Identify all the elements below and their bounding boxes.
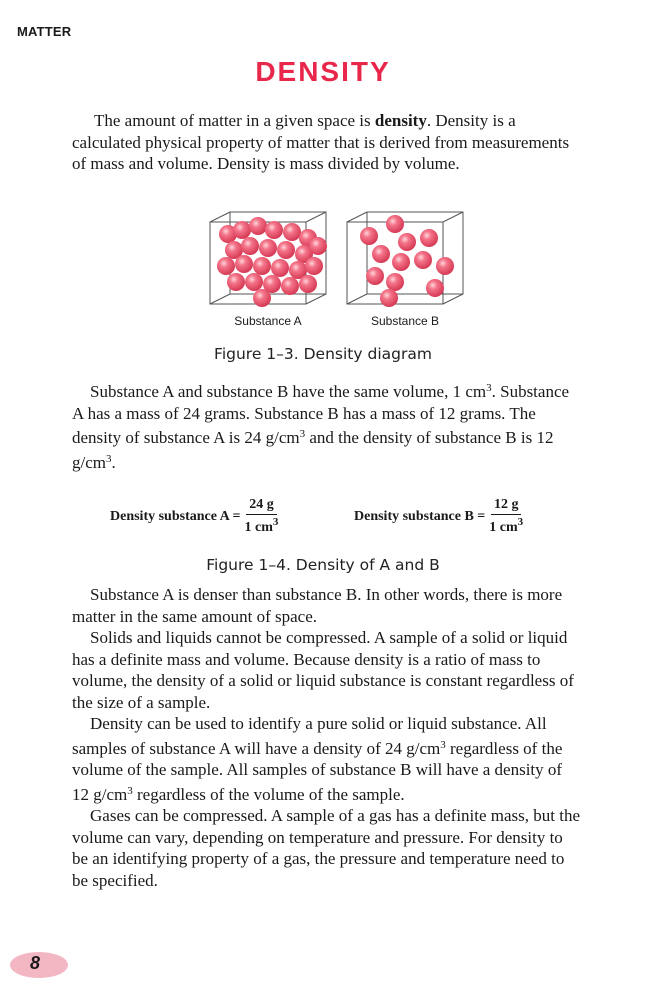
sphere — [241, 237, 259, 255]
sphere — [305, 257, 323, 275]
sphere — [253, 257, 271, 275]
sphere — [380, 289, 398, 307]
sphere — [259, 239, 277, 257]
sphere — [249, 217, 267, 235]
sphere — [235, 255, 253, 273]
sphere — [386, 215, 404, 233]
sphere — [366, 267, 384, 285]
sphere — [227, 273, 245, 291]
body-text — [72, 584, 582, 891]
page-number: 8 — [30, 953, 41, 973]
substance-a-label: Substance A — [234, 314, 302, 328]
density-equation-b: Density substance B = $\frac{12 g}{1 cm^3}$ — [354, 497, 524, 535]
substance-b-diagram — [345, 210, 467, 308]
sphere — [360, 227, 378, 245]
figure-1-4-caption: Figure 1–4. Density of A and B — [206, 556, 440, 574]
body-paragraph-3: Density can be used to identify a pure solid or liquid substance. All samples of substance A will have a density of 24 $g/cm^3$ regardless of the volume of the sample. All samples of substance B will have a density of 12 $g/cm^3$ regardless of the volume of the sample. — [72, 714, 563, 804]
sphere — [281, 277, 299, 295]
body-paragraph-2: Solids and liquids cannot be compressed. A sample of a solid or liquid has a definite mass and volume. Because density is a ratio of mass to volume, the density of a solid or liquid substance is constant regardless of the size of a sample. — [72, 628, 574, 712]
sphere — [414, 251, 432, 269]
sphere — [372, 245, 390, 263]
sphere — [253, 289, 271, 307]
sphere — [398, 233, 416, 251]
sphere — [265, 221, 283, 239]
sphere — [245, 273, 263, 291]
section-label: MATTER — [17, 24, 72, 39]
sphere — [283, 223, 301, 241]
density-equation-a: Density substance A = $\frac{24 g}{1 cm^3}$ — [110, 497, 279, 535]
substance-b-label: Substance B — [370, 314, 440, 328]
figure-1-3-caption: Figure 1–3. Density diagram — [214, 345, 432, 363]
sphere — [392, 253, 410, 271]
page-title: DENSITY — [255, 56, 391, 87]
sphere — [299, 275, 317, 293]
substance-a-diagram — [208, 210, 330, 308]
body-paragraph-4: Gases can be compressed. A sample of a gas has a definite mass, but the volume can vary, depending on temperature and pressure. For density to be an identifying property of a gas, the pressure and temperature need to be specified. — [72, 806, 581, 890]
substances-paragraph: Substance A and substance B have the same volume, 1 $cm^3$. Substance A has a mass of 24 grams. Substance B has a mass of 12 grams. The density of substance A is 24 $g/cm^3$ and the density of substance B is 12 $g/cm^3$. — [72, 382, 570, 472]
sphere — [233, 221, 251, 239]
sphere — [309, 237, 327, 255]
sphere — [386, 273, 404, 291]
sphere — [271, 259, 289, 277]
body-paragraph-1: Substance A is denser than substance B. In other words, there is more matter in the same amount of space. — [72, 585, 563, 626]
sphere — [420, 229, 438, 247]
sphere — [426, 279, 444, 297]
substance-b-spheres — [360, 215, 454, 307]
intro-paragraph: The amount of matter in a given space is density. Density is a calculated physical property of matter that is derived from measurements of mass and volume. Density is mass divided by volume. — [72, 111, 570, 173]
sphere — [277, 241, 295, 259]
sphere — [436, 257, 454, 275]
sphere — [217, 257, 235, 275]
